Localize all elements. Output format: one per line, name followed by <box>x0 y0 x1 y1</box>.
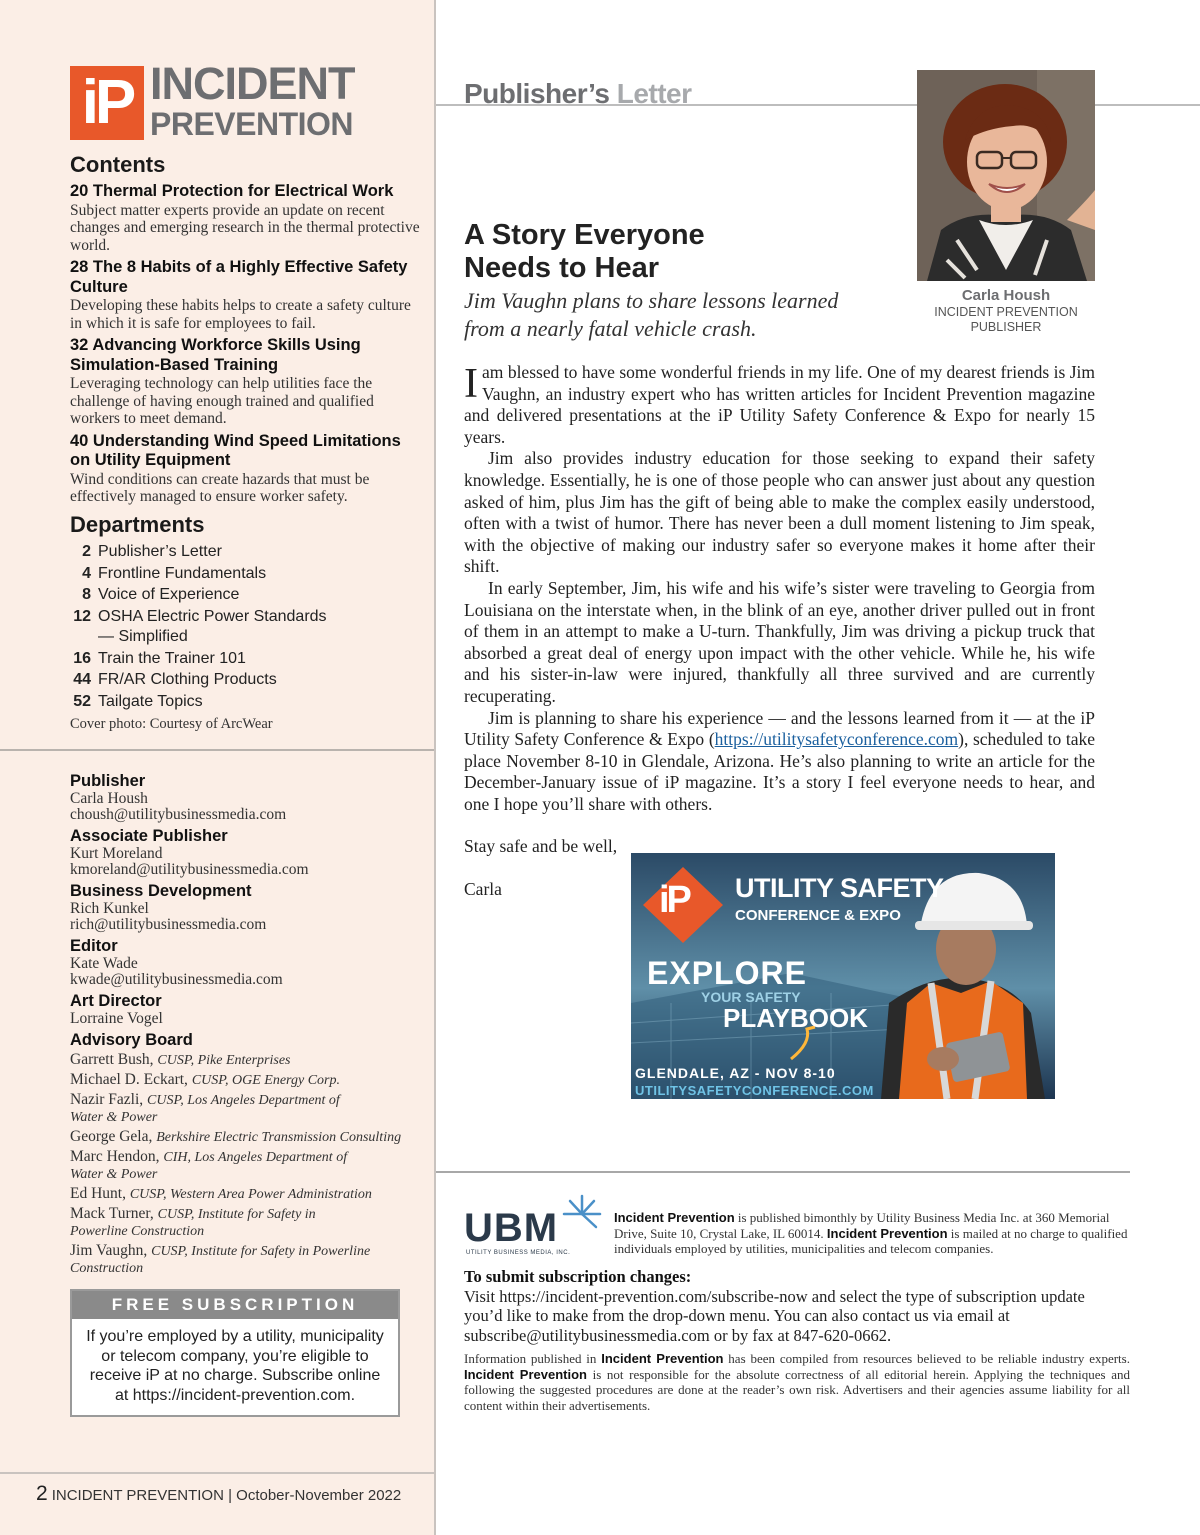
department-label: Train the Trainer 101 <box>98 649 246 667</box>
ad-ip-mark: iP <box>659 879 689 921</box>
advisory-affiliation-continued: Construction <box>70 1261 144 1276</box>
brand-name: Incident Prevention <box>614 1210 735 1225</box>
department-item[interactable] <box>70 649 430 669</box>
headline-line-2: Needs to Hear <box>464 252 660 284</box>
legal-disclaimer <box>464 1351 1130 1413</box>
caption-name: Carla Housh <box>961 287 1051 304</box>
article-headline <box>464 219 904 285</box>
brand-name: Incident Prevention <box>601 1351 724 1366</box>
masthead-business-development <box>70 882 430 933</box>
advisory-affiliation: CUSP, Los Angeles Department of <box>147 1093 340 1108</box>
section-label <box>464 77 692 111</box>
footer-divider <box>436 1171 1130 1173</box>
logo-line-2: PREVENTION <box>150 106 354 142</box>
department-label: Frontline Fundamentals <box>98 564 267 582</box>
page-number: 2 <box>36 1482 48 1505</box>
department-item[interactable] <box>70 607 430 647</box>
cover-credit: Cover photo: Courtesy of ArcWear <box>70 716 273 733</box>
advisory-member <box>70 1206 430 1240</box>
toc-description: Subject matter experts provide an update on recent changes and emerging research in the thermal protective world. <box>70 201 420 254</box>
toc-title: 28 The 8 Habits of a Highly Effective Safety Culture <box>70 258 408 296</box>
departments-list <box>70 542 430 712</box>
signature: Carla <box>464 879 502 900</box>
department-page: 4 <box>82 564 91 582</box>
advisory-member <box>70 1052 430 1069</box>
masthead-advisory-board <box>70 1031 430 1277</box>
contents-section <box>70 152 420 510</box>
department-page: 16 <box>73 649 91 667</box>
article-paragraph <box>464 708 1095 816</box>
toc-title: 40 Understanding Wind Speed Limitations on Utility Equipment <box>70 431 401 469</box>
free-subscription-box[interactable] <box>70 1289 400 1417</box>
toc-item[interactable] <box>70 258 420 332</box>
masthead-role: Associate Publisher <box>70 827 228 845</box>
masthead-associate-publisher <box>70 827 430 878</box>
advisory-affiliation: CUSP, Western Area Power Administration <box>129 1187 372 1202</box>
ad-playbook: PLAYBOOK <box>723 1003 868 1033</box>
advisory-member <box>70 1072 430 1089</box>
ubm-logo[interactable] <box>464 1190 604 1260</box>
department-item[interactable] <box>70 585 430 605</box>
department-item[interactable] <box>70 564 430 584</box>
advisory-affiliation-continued: Powerline Construction <box>70 1224 205 1239</box>
ad-location: GLENDALE, AZ - NOV 8-10 <box>635 1065 836 1081</box>
section-label-dark: Publisher’s <box>464 78 610 109</box>
advisory-name: Ed Hunt, <box>70 1185 126 1202</box>
toc-item[interactable] <box>70 432 420 506</box>
advisory-name: Nazir Fazli, <box>70 1091 144 1108</box>
ubm-wordmark: UBM <box>464 1206 559 1250</box>
advisory-member <box>70 1092 430 1126</box>
department-label-continued: — Simplified <box>98 628 188 646</box>
toc-description: Leveraging technology can help utilities face the challenge of having enough trained and qualified workers to meet demand. <box>70 375 374 427</box>
department-page: 44 <box>73 671 91 689</box>
toc-item[interactable] <box>70 336 420 428</box>
masthead-role: Editor <box>70 937 118 955</box>
masthead-name: Kate Wade <box>70 955 138 972</box>
article-paragraph: In early September, Jim, his wife and his wife’s sister were traveling to Georgia from Louisiana on the interstate when, in the blink of an eye, another driver pulled out in front of them in an attempt to make a U-turn. Thankfully, Jim was driving a pickup truck that absorbed a great deal of energy upon impact with the other vehicle. While he, his wife and his sister-in-law were injured, thankfully all three survived and are currently recuperating. <box>464 577 1095 706</box>
toc-description: Developing these habits helps to create a safety culture in which it is safe for employees to fail. <box>70 297 411 332</box>
conference-advertisement[interactable] <box>631 853 1055 1099</box>
advisory-affiliation: CUSP, Pike Enterprises <box>157 1053 291 1068</box>
masthead-email[interactable]: kwade@utilitybusinessmedia.com <box>70 971 283 988</box>
legal-text: has been compiled from resources believed to be reliable industry experts. <box>723 1351 1130 1366</box>
department-label: Publisher’s Letter <box>98 543 222 560</box>
subscription-changes-heading: To submit subscription changes: <box>464 1267 692 1286</box>
portrait-image <box>917 70 1095 281</box>
masthead-editor <box>70 937 430 988</box>
advisory-name: Garrett Bush, <box>70 1051 154 1068</box>
legal-text: is not responsible for the absolute correctness of all editorial herein. Applying the techniques and following the suggested procedures are done at the reader’s own risk. Advertisers and their agencies assume liability for all content within their advertisements. <box>464 1366 1130 1413</box>
deck-line-2: from a nearly fatal vehicle crash. <box>464 315 757 341</box>
ad-title: UTILITY SAFETY <box>735 873 944 903</box>
ad-url: UTILITYSAFETYCONFERENCE.COM <box>635 1083 874 1098</box>
page-folio <box>36 1482 401 1506</box>
folio-text: INCIDENT PREVENTION | October-November 2022 <box>51 1487 402 1504</box>
advisory-affiliation-continued: Water & Power <box>70 1110 158 1125</box>
logo-line-1: INCIDENT <box>150 58 355 109</box>
subscription-changes-body: Visit https://incident-prevention.com/subscribe-now and select the type of subscription update you’d like to make from the drop-down menu. You can also contact us via email at subscribe@utilitybusinessmedia.com or by fax at 847-620-0662. <box>464 1286 1085 1345</box>
conference-link[interactable]: https://utilitysafetyconference.com <box>714 729 959 750</box>
toc-description: Wind conditions can create hazards that must be effectively managed to ensure worker safety. <box>70 470 370 505</box>
brand-name: Incident Prevention <box>464 1366 587 1382</box>
department-page: 2 <box>82 543 91 560</box>
masthead <box>70 772 430 1281</box>
advisory-name: George Gela, <box>70 1128 153 1145</box>
advisory-member <box>70 1149 430 1183</box>
closing-line: Stay safe and be well, <box>464 836 618 857</box>
masthead-role: Publisher <box>70 772 146 790</box>
sidebar-divider <box>0 749 434 751</box>
masthead-email[interactable]: kmoreland@utilitybusinessmedia.com <box>70 861 309 878</box>
advisory-affiliation: CUSP, OGE Energy Corp. <box>191 1073 340 1088</box>
footer-rule <box>0 1472 434 1474</box>
masthead-role: Art Director <box>70 992 162 1010</box>
department-item[interactable] <box>70 670 430 690</box>
advisory-member <box>70 1129 430 1146</box>
department-item[interactable] <box>70 542 430 562</box>
department-page: 12 <box>73 608 91 626</box>
advisory-affiliation: CUSP, Institute for Safety in Powerline <box>151 1244 371 1259</box>
advisory-member <box>70 1186 430 1203</box>
ubm-tagline: UTILITY BUSINESS MEDIA, INC. <box>466 1250 571 1256</box>
department-page: 52 <box>73 693 91 711</box>
publisher-portrait <box>917 70 1095 281</box>
brand-name: Incident Prevention <box>826 1225 948 1241</box>
masthead-name: Lorraine Vogel <box>70 1010 163 1027</box>
departments-heading: Departments <box>70 512 205 537</box>
paragraph-text: Jim is planning to share his experience — and the lessons learned from it — at the iP Utility Safety Conference & Expo ( <box>464 707 1095 750</box>
paragraph-text: am blessed to have some wonderful friends in my life. One of my dearest friends is Jim Vaughn, an industry expert who has written articles for Incident Prevention magazine and delivered presentations at the iP Utility Safety Conference & Expo for nearly 15 years. <box>464 362 1095 447</box>
masthead-role: Advisory Board <box>70 1031 193 1049</box>
drop-cap: I <box>464 361 478 407</box>
department-label-group <box>98 607 430 647</box>
toc-title: 32 Advancing Workforce Skills Using Simulation-Based Training <box>70 336 361 374</box>
department-label: OSHA Electric Power Standards <box>98 608 327 626</box>
legal-text: Information published in <box>464 1351 602 1366</box>
article-paragraph <box>464 362 1095 448</box>
advisory-name: Michael D. Eckart, <box>70 1071 188 1088</box>
departments-section <box>70 512 430 733</box>
department-label: Tailgate Topics <box>98 693 203 711</box>
advisory-affiliation-continued: Water & Power <box>70 1167 158 1182</box>
article-paragraph: Jim also provides industry education for those seeking to expand their safety knowledge. Essentially, he is one of those people who can answer just about any question asked of him, plus Jim has the gift of being able to make the complex easily understood, often with a twist of humor. There has never been a dull moment listening to Jim speak, with the objective of making our industry safer so everyone makes it home after their shift. <box>464 448 1095 577</box>
masthead-name: Rich Kunkel <box>70 900 149 917</box>
ad-your-safety: YOUR SAFETY <box>701 989 801 1005</box>
subscription-body: If you’re employed by a utility, municipality or telecom company, you’re eligible to receive iP at no charge. Subscribe online at https://incident-prevention.com. <box>86 1328 384 1404</box>
article-deck <box>464 287 904 342</box>
masthead-email[interactable]: rich@utilitybusinessmedia.com <box>70 916 267 933</box>
advisory-member <box>70 1243 430 1277</box>
portrait-caption <box>917 287 1095 334</box>
section-label-light: Letter <box>616 78 692 109</box>
masthead-email[interactable]: choush@utilitybusinessmedia.com <box>70 806 287 823</box>
magazine-logo[interactable] <box>70 58 370 142</box>
masthead-role: Business Development <box>70 882 252 900</box>
advisory-name: Jim Vaughn, <box>70 1242 148 1259</box>
subscription-heading: FREE SUBSCRIPTION <box>72 1291 398 1319</box>
caption-title: PUBLISHER <box>970 319 1042 334</box>
caption-organization: INCIDENT PREVENTION <box>934 305 1078 319</box>
toc-item[interactable] <box>70 182 420 254</box>
masthead-name: Carla Housh <box>70 790 148 807</box>
department-label: FR/AR Clothing Products <box>98 671 277 689</box>
department-item[interactable] <box>70 692 430 712</box>
department-label: Voice of Experience <box>98 586 240 604</box>
subscription-changes <box>464 1267 1104 1345</box>
toc-title: 20 Thermal Protection for Electrical Work <box>70 182 394 200</box>
masthead-publisher <box>70 772 430 823</box>
contents-heading: Contents <box>70 152 166 177</box>
headline-line-1: A Story Everyone <box>464 219 705 251</box>
advisory-affiliation: Berkshire Electric Transmission Consulting <box>156 1130 402 1145</box>
publication-info <box>614 1210 1130 1257</box>
publication-text: is mailed at no charge to qualified individuals employed by utilities, municipalities and telecom companies. <box>614 1225 1128 1256</box>
masthead-name: Kurt Moreland <box>70 845 163 862</box>
ad-explore: EXPLORE <box>647 955 807 991</box>
sidebar <box>0 0 436 1535</box>
advisory-affiliation: CIH, Los Angeles Department of <box>163 1150 348 1165</box>
deck-line-1: Jim Vaughn plans to share lessons learned <box>464 288 839 313</box>
masthead-art-director <box>70 992 430 1027</box>
ad-subtitle: CONFERENCE & EXPO <box>735 907 901 924</box>
paragraph-text: ), scheduled to take place November 8-10 in Glendale, Arizona. He’s also planning to write an article for the December-January issue of iP magazine. It’s a story I feel everyone needs to hear, and one I hope you’ll share with others. <box>464 729 1095 814</box>
advisory-affiliation: CUSP, Institute for Safety in <box>157 1207 316 1222</box>
article-body <box>464 362 1095 901</box>
advisory-name: Marc Hendon, <box>70 1148 160 1165</box>
advisory-name: Mack Turner, <box>70 1205 154 1222</box>
logo-mark: iP <box>70 66 144 140</box>
department-page: 8 <box>82 586 91 604</box>
publication-text: is published bimonthly by Utility Business Media Inc. at 360 Memorial Drive, Suite 10, Crystal Lake, IL 60014. <box>614 1210 1110 1241</box>
